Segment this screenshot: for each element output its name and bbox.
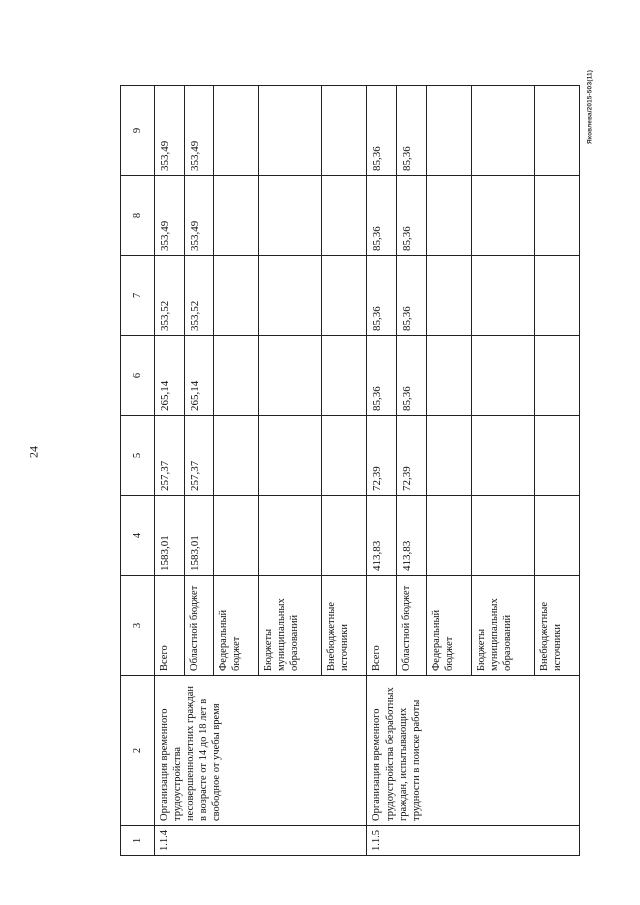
amount-cell xyxy=(322,416,367,496)
column-number: 7 xyxy=(121,256,155,336)
amount-cell xyxy=(259,256,322,336)
funding-source: Всего xyxy=(154,576,184,676)
amount-cell: 72,39 xyxy=(367,416,397,496)
amount-cell xyxy=(259,336,322,416)
amount-cell: 1583,01 xyxy=(154,496,184,576)
amount-cell xyxy=(426,86,471,176)
amount-cell xyxy=(214,336,259,416)
amount-cell: 353,49 xyxy=(154,86,184,176)
table-body xyxy=(154,86,579,856)
item-name: Организация временного трудоустройства несовершеннолетних граждан в возрасте от 14 до 18 лет в свободное от учебы время xyxy=(154,676,366,826)
amount-cell: 257,37 xyxy=(184,416,214,496)
column-number: 9 xyxy=(121,86,155,176)
funding-source: Федеральный бюджет xyxy=(426,576,471,676)
amount-cell xyxy=(259,176,322,256)
amount-cell: 413,83 xyxy=(396,496,426,576)
amount-cell: 85,36 xyxy=(367,86,397,176)
amount-cell: 413,83 xyxy=(367,496,397,576)
amount-cell: 353,52 xyxy=(154,256,184,336)
column-number: 6 xyxy=(121,336,155,416)
funding-source: Внебюджетные источники xyxy=(322,576,367,676)
column-number: 5 xyxy=(121,416,155,496)
amount-cell xyxy=(214,86,259,176)
amount-cell: 72,39 xyxy=(396,416,426,496)
amount-cell: 85,36 xyxy=(396,176,426,256)
amount-cell xyxy=(426,256,471,336)
funding-source: Внебюджетные источники xyxy=(534,576,579,676)
amount-cell xyxy=(426,496,471,576)
table-row xyxy=(367,86,397,856)
amount-cell xyxy=(471,496,534,576)
funding-source: Бюджеты муниципальных образований xyxy=(259,576,322,676)
amount-cell: 85,36 xyxy=(396,256,426,336)
item-name: Организация временного трудоустройства безработных граждан, испытывающих трудности в поиске работы xyxy=(367,676,580,826)
amount-cell xyxy=(259,496,322,576)
amount-cell xyxy=(534,336,579,416)
column-number: 1 xyxy=(121,826,155,856)
amount-cell xyxy=(426,416,471,496)
funding-source: Областной бюджет xyxy=(396,576,426,676)
amount-cell xyxy=(214,416,259,496)
amount-cell xyxy=(214,496,259,576)
item-number: 1.1.5 xyxy=(367,826,580,856)
amount-cell xyxy=(471,86,534,176)
amount-cell: 353,52 xyxy=(184,256,214,336)
amount-cell xyxy=(322,86,367,176)
amount-cell xyxy=(426,336,471,416)
amount-cell: 85,36 xyxy=(367,336,397,416)
amount-cell: 265,14 xyxy=(154,336,184,416)
amount-cell: 353,49 xyxy=(184,86,214,176)
funding-source: Федеральный бюджет xyxy=(214,576,259,676)
amount-cell xyxy=(471,256,534,336)
amount-cell xyxy=(534,496,579,576)
amount-cell xyxy=(322,256,367,336)
amount-cell xyxy=(214,256,259,336)
amount-cell xyxy=(322,176,367,256)
amount-cell xyxy=(534,176,579,256)
document-code: Яковлева/2015-50З(11) xyxy=(586,70,594,144)
column-number: 4 xyxy=(121,496,155,576)
funding-source: Бюджеты муниципальных образований xyxy=(471,576,534,676)
amount-cell xyxy=(534,256,579,336)
amount-cell xyxy=(426,176,471,256)
amount-cell xyxy=(471,176,534,256)
amount-cell xyxy=(534,416,579,496)
amount-cell: 265,14 xyxy=(184,336,214,416)
amount-cell xyxy=(322,336,367,416)
amount-cell: 353,49 xyxy=(184,176,214,256)
page-number: 24 xyxy=(26,446,41,458)
amount-cell: 85,36 xyxy=(367,176,397,256)
table-row xyxy=(154,86,184,856)
financing-table xyxy=(120,85,580,856)
column-number: 2 xyxy=(121,676,155,826)
rotated-table-container xyxy=(120,86,580,856)
item-number: 1.1.4 xyxy=(154,826,366,856)
amount-cell: 85,36 xyxy=(367,256,397,336)
amount-cell xyxy=(259,416,322,496)
amount-cell xyxy=(534,86,579,176)
amount-cell xyxy=(471,336,534,416)
amount-cell xyxy=(214,176,259,256)
amount-cell: 85,36 xyxy=(396,336,426,416)
amount-cell xyxy=(322,496,367,576)
amount-cell xyxy=(259,86,322,176)
amount-cell: 257,37 xyxy=(154,416,184,496)
column-number: 8 xyxy=(121,176,155,256)
funding-source: Всего xyxy=(367,576,397,676)
amount-cell: 1583,01 xyxy=(184,496,214,576)
amount-cell: 353,49 xyxy=(154,176,184,256)
amount-cell: 85,36 xyxy=(396,86,426,176)
funding-source: Областной бюджет xyxy=(184,576,214,676)
amount-cell xyxy=(471,416,534,496)
column-number: 3 xyxy=(121,576,155,676)
column-number-row xyxy=(121,86,155,856)
